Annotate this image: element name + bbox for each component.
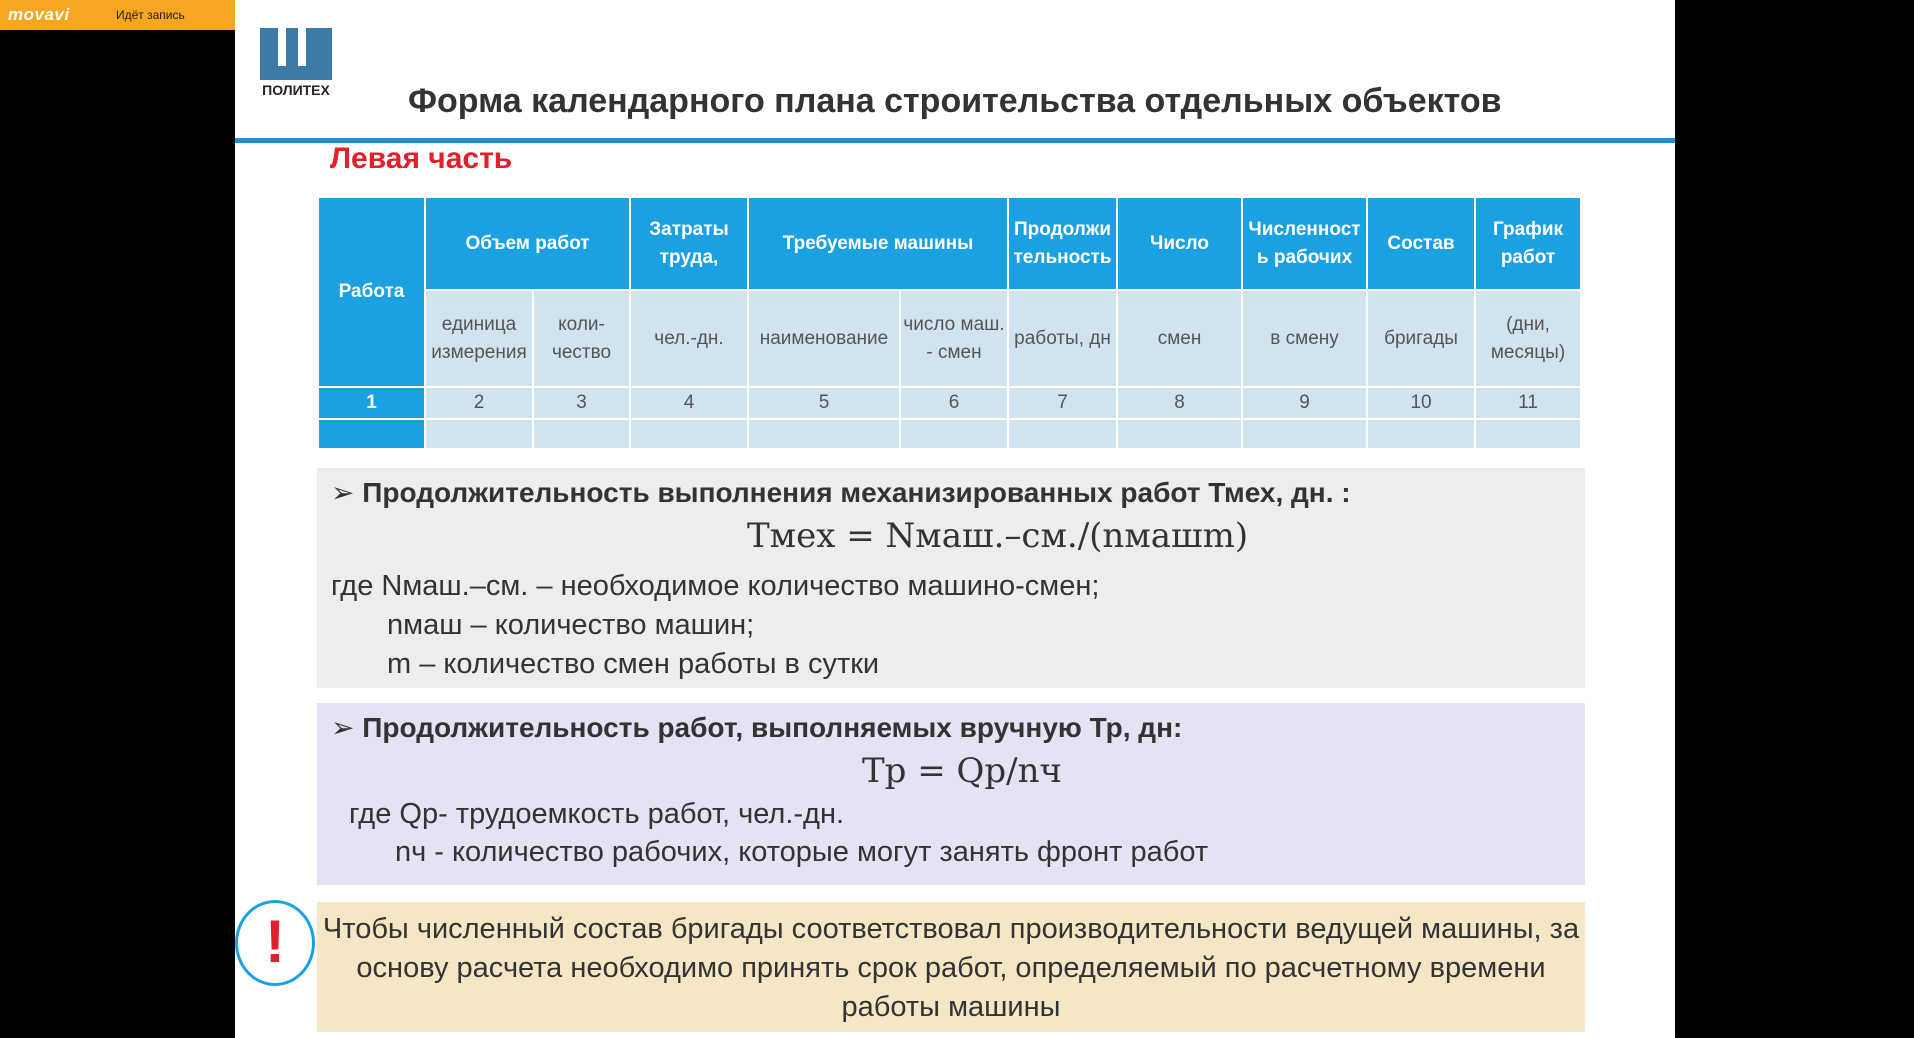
number-cell: 8 [1117, 387, 1242, 419]
subheader-cell: число маш. - смен [900, 290, 1008, 387]
warning-panel [317, 902, 1585, 1032]
empty-cell [900, 419, 1008, 449]
definition-line: где Qр- трудоемкость работ, чел.-дн. [349, 798, 845, 830]
warning-text: Чтобы численный состав бригады соответствовал производительности ведущей машины, за основу расчета необходимо принять срок работ, определяемый по расчетному времени работы машины [322, 913, 1580, 1023]
empty-cell [1008, 419, 1117, 449]
mechanized-heading: ➢ Продолжительность выполнения механизированных работ Тмех, дн. : [331, 477, 1351, 508]
empty-cell [425, 419, 533, 449]
slide [235, 0, 1675, 1038]
subheader-cell: работы, дн [1008, 290, 1117, 387]
empty-cell [1117, 419, 1242, 449]
number-cell: 3 [533, 387, 630, 419]
number-cell: 10 [1367, 387, 1475, 419]
definition-line: nч - количество рабочих, которые могут занять фронт работ [395, 836, 1209, 868]
header-cell: Численност ь рабочих [1242, 197, 1367, 290]
exclamation-icon: ! [235, 900, 315, 986]
header-cell: Число [1117, 197, 1242, 290]
definition-line: nмаш – количество машин; [387, 609, 755, 641]
empty-cell [318, 419, 425, 449]
empty-cell [1367, 419, 1475, 449]
slide-subtitle: Левая часть [330, 142, 513, 175]
header-cell: График работ [1475, 197, 1581, 290]
subheader-cell: смен [1117, 290, 1242, 387]
manual-formula: Тp = Qр/nч [862, 751, 1063, 791]
definition-line: m – количество смен работы в сутки [387, 648, 880, 680]
number-cell: 6 [900, 387, 1008, 419]
politech-logo [260, 28, 332, 100]
subheader-cell: коли-чество [533, 290, 630, 387]
calendar-plan-table [317, 196, 1582, 450]
header-cell: Требуемые машины [748, 197, 1008, 290]
subheader-cell: чел.-дн. [630, 290, 748, 387]
subheader-cell: в смену [1242, 290, 1367, 387]
logo-caption: ПОЛИТЕХ [262, 82, 330, 98]
manual-duration-panel [317, 703, 1585, 885]
subheader-cell: (дни, месяцы) [1475, 290, 1581, 387]
empty-cell [533, 419, 630, 449]
empty-cell [1242, 419, 1367, 449]
header-rabota: Работа [318, 197, 425, 387]
manual-heading: ➢ Продолжительность работ, выполняемых вручную Тр, дн: [331, 712, 1183, 743]
number-cell: 9 [1242, 387, 1367, 419]
recording-status: Идёт запись [116, 8, 185, 22]
number-cell: 1 [318, 387, 425, 419]
mechanized-formula: Тмех = Nмаш.–см./(nмашm) [747, 516, 1249, 556]
number-cell: 4 [630, 387, 748, 419]
empty-cell [1475, 419, 1581, 449]
header-cell: Продолжи тельность [1008, 197, 1117, 290]
logo-icon [260, 28, 332, 80]
number-cell: 5 [748, 387, 900, 419]
slide-title: Форма календарного плана строительства отдельных объектов [408, 82, 1502, 120]
number-cell: 11 [1475, 387, 1581, 419]
header-cell: Объем работ [425, 197, 630, 290]
recorder-brand: movavi [8, 5, 70, 24]
header-cell: Состав [1367, 197, 1475, 290]
mechanized-duration-panel [317, 468, 1585, 688]
subheader-cell: наименование [748, 290, 900, 387]
number-cell: 7 [1008, 387, 1117, 419]
empty-cell [748, 419, 900, 449]
definition-line: где Nмаш.–см. – необходимое количество машино-смен; [331, 570, 1100, 602]
subheader-cell: единица измерения [425, 290, 533, 387]
header-cell: Затраты труда, [630, 197, 748, 290]
number-cell: 2 [425, 387, 533, 419]
subheader-cell: бригады [1367, 290, 1475, 387]
empty-cell [630, 419, 748, 449]
